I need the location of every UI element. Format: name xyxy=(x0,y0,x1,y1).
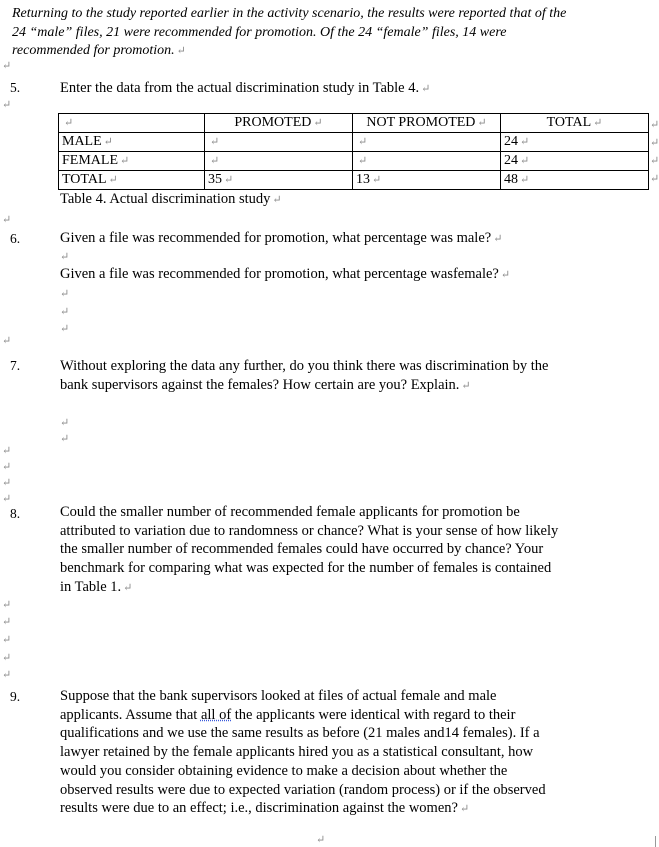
table-caption: Table 4. Actual discrimination study ↵ xyxy=(60,191,282,207)
margin-mark: ↵ xyxy=(650,173,659,185)
underlined-phrase: all of xyxy=(200,706,232,723)
para-mark: ↵ xyxy=(60,323,70,335)
question-7-text: Without exploring the data any further, do you think there was discrimination by the bank supervisors against the females? How certain are you? Explain. ↵ xyxy=(60,358,549,393)
question-9-text: Suppose that the bank supervisors looked at files of actual female and male applicants. Assume that all of the applicants were identical with regard to their qualifications and we use the same results as before (21 males and14 females). If a lawyer retained by the female applicants hired you as a statistical consultant, how would you consider obtaining evidence to make a decision about whether the observed results were due to expected variation (random process) or if the observed results were due to an effect; i.e., discrimination against the women? ↵ xyxy=(60,688,546,817)
question-8-text: Could the smaller number of recommended female applicants for promotion be attributed to variation due to randomness or chance? What is your sense of how likely the smaller number of recommended females could have occurred by chance? Your benchmark for comparing what was expected for the number of females is contained in Table 1. ↵ xyxy=(60,504,559,595)
row-label-total: TOTAL ↵ xyxy=(59,171,205,190)
question-number-8: 8. xyxy=(10,506,21,521)
margin-mark: ↵ xyxy=(2,99,12,111)
table-row xyxy=(59,133,649,152)
cell-female-promoted: ↵ xyxy=(205,152,353,171)
question-number-6: 6. xyxy=(10,231,21,246)
table-header-promoted: PROMOTED ↵ xyxy=(205,114,353,133)
table-row xyxy=(59,171,649,190)
cell-male-promoted: ↵ xyxy=(205,133,353,152)
margin-mark: ↵ xyxy=(2,335,12,347)
margin-mark: ↵ xyxy=(2,214,12,226)
para-mark: ↵ xyxy=(60,306,70,318)
margin-mark: ↵ xyxy=(2,60,12,72)
para-mark: ↵ xyxy=(60,251,70,263)
table-4 xyxy=(58,113,649,190)
para-mark: ↵ xyxy=(60,433,70,445)
table-header-not-promoted: NOT PROMOTED ↵ xyxy=(353,114,501,133)
margin-mark: ↵ xyxy=(650,155,659,167)
cell-total-promoted: 35 ↵ xyxy=(205,171,353,190)
margin-mark: ↵ xyxy=(2,634,12,646)
margin-bar xyxy=(655,836,656,847)
para-mark: ↵ xyxy=(60,417,70,429)
row-label-female: FEMALE ↵ xyxy=(59,152,205,171)
question-5-text: Enter the data from the actual discrimination study in Table 4. ↵ xyxy=(60,80,431,96)
margin-mark: ↵ xyxy=(2,445,12,457)
intro-paragraph: Returning to the study reported earlier in the activity scenario, the results were reported that of the 24 “male” files, 21 were recommended for promotion. Of the 24 “female” files, 14 were recommended for promotion. ↵ xyxy=(12,6,567,58)
row-label-male: MALE ↵ xyxy=(59,133,205,152)
question-6-text-a: Given a file was recommended for promotion, what percentage was male? ↵ xyxy=(60,230,503,246)
question-number-9: 9. xyxy=(10,689,21,704)
margin-mark: ↵ xyxy=(2,477,12,489)
table-header-cell: ↵ xyxy=(59,114,205,133)
para-mark: ↵ xyxy=(316,834,326,846)
margin-mark: ↵ xyxy=(2,616,12,628)
table-row xyxy=(59,152,649,171)
margin-mark: ↵ xyxy=(650,137,659,149)
margin-mark: ↵ xyxy=(2,652,12,664)
margin-mark: ↵ xyxy=(2,461,12,473)
question-6-text-b: Given a file was recommended for promotion, what percentage wasfemale? ↵ xyxy=(60,266,511,282)
table-header-total: TOTAL ↵ xyxy=(501,114,649,133)
cell-female-total: 24 ↵ xyxy=(501,152,649,171)
table-header-row xyxy=(59,114,649,133)
para-mark: ↵ xyxy=(60,288,70,300)
question-number-5: 5. xyxy=(10,80,21,95)
return-mark: ↵ xyxy=(176,45,186,57)
cell-total-not-promoted: 13 ↵ xyxy=(353,171,501,190)
margin-mark: ↵ xyxy=(2,669,12,681)
cell-male-total: 24 ↵ xyxy=(501,133,649,152)
cell-female-not-promoted: ↵ xyxy=(353,152,501,171)
margin-mark: ↵ xyxy=(2,493,12,505)
cell-male-not-promoted: ↵ xyxy=(353,133,501,152)
margin-mark: ↵ xyxy=(650,119,659,131)
margin-mark: ↵ xyxy=(2,599,12,611)
cell-grand-total: 48 ↵ xyxy=(501,171,649,190)
question-number-7: 7. xyxy=(10,358,21,373)
